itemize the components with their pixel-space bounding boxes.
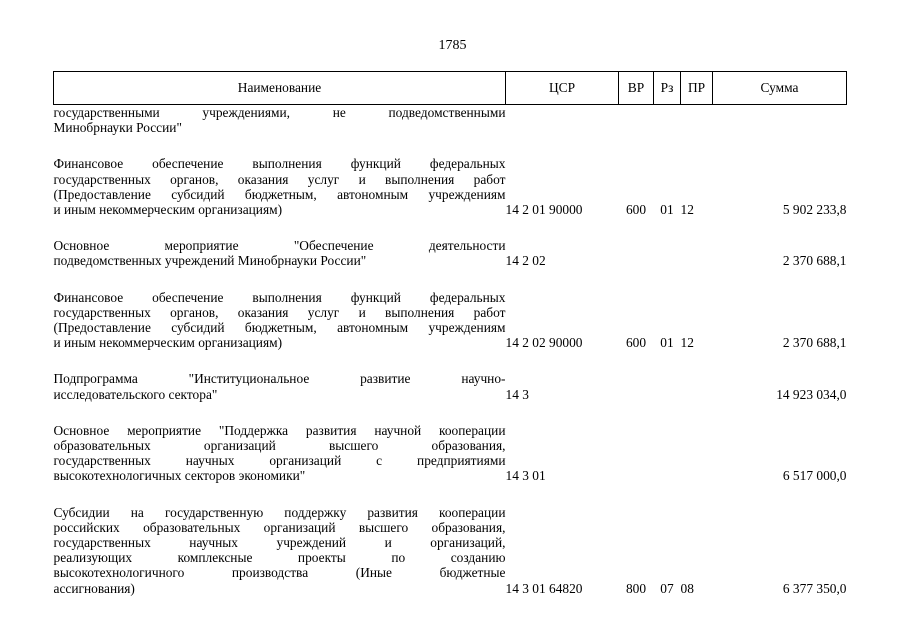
budget-table [53, 71, 847, 596]
row-sum [713, 105, 847, 135]
row-rz [654, 371, 681, 401]
row-pr: 12 [680, 202, 694, 218]
row-sum: 6 377 350,0 [782, 580, 847, 596]
row-spacer-cell [54, 269, 847, 290]
row-name-line: Минобрнауки России" [53, 120, 182, 136]
row-spacer [54, 135, 847, 156]
row-name-line: Субсидии на государственную поддержку развития кооперации [53, 504, 506, 520]
table-row [54, 371, 847, 401]
row-name-line: высокотехнологичных секторов экономики" [53, 468, 306, 484]
row-spacer-cell [54, 135, 847, 156]
row-rz: 01 [660, 202, 674, 218]
row-vr: 800 [625, 580, 647, 596]
header-csr: ЦСР [506, 72, 619, 105]
row-spacer [54, 484, 847, 505]
row-pr [681, 371, 713, 401]
row-sum: 5 902 233,8 [782, 202, 847, 218]
header-rz: Рз [654, 72, 681, 105]
row-spacer-cell [54, 484, 847, 505]
row-name [54, 156, 506, 217]
row-csr [506, 105, 619, 135]
row-name-line: Подпрограмма "Институциональное развитие научно- [53, 371, 506, 387]
row-name-line: государственных органов, оказания услуг и выполнения работ [53, 304, 506, 320]
header-sum: Сумма [713, 72, 847, 105]
row-sum: 6 517 000,0 [782, 468, 847, 484]
row-name-line: и иным некоммерческим организациям) [53, 202, 283, 218]
row-name-line: исследовательского сектора" [53, 386, 218, 402]
row-csr: 14 2 01 90000 [505, 202, 583, 218]
row-csr: 14 3 01 64820 [505, 580, 583, 596]
row-name-line: Финансовое обеспечение выполнения функций федеральных [53, 289, 506, 305]
row-name [54, 505, 506, 596]
row-name-line: государственных научных организаций с предприятиями [53, 453, 506, 469]
row-name-line: государственных научных учреждений и организаций, [53, 535, 506, 551]
row-name [54, 423, 506, 484]
row-name-line: Основное мероприятие "Поддержка развития научной кооперации [53, 422, 506, 438]
row-sum: 14 923 034,0 [776, 386, 847, 402]
row-sum: 2 370 688,1 [782, 253, 847, 269]
row-csr: 14 2 02 90000 [505, 335, 583, 351]
row-rz [654, 238, 681, 268]
header-vr: ВР [619, 72, 654, 105]
row-name [54, 105, 506, 135]
row-vr: 600 [625, 335, 647, 351]
table-row [54, 156, 847, 217]
row-rz: 07 [660, 580, 674, 596]
row-name-line: государственных органов, оказания услуг и выполнения работ [53, 171, 506, 187]
row-spacer [54, 217, 847, 238]
table-row [54, 423, 847, 484]
row-vr [619, 371, 654, 401]
row-spacer-cell [54, 217, 847, 238]
row-sum: 2 370 688,1 [782, 335, 847, 351]
row-spacer-cell [54, 402, 847, 423]
row-name-line: высокотехнологичного производства (Иные бюджетные [53, 565, 506, 581]
row-csr: 14 3 [505, 386, 529, 402]
row-name-line: подведомственных учреждений Минобрнауки России" [53, 253, 367, 269]
row-name-line: Финансовое обеспечение выполнения функций федеральных [53, 156, 506, 172]
table-row [54, 105, 847, 135]
row-pr [681, 423, 713, 484]
row-spacer [54, 402, 847, 423]
row-csr: 14 3 01 [505, 468, 546, 484]
row-name-line: российских образовательных организаций высшего образования, [53, 519, 506, 535]
row-vr [619, 105, 654, 135]
row-spacer-cell [54, 350, 847, 371]
row-vr: 600 [625, 202, 647, 218]
row-vr [619, 238, 654, 268]
row-pr [681, 238, 713, 268]
row-name-line: (Предоставление субсидий бюджетным, автономным учреждениям [53, 320, 506, 336]
row-name [54, 371, 506, 401]
page-number: 1785 [438, 38, 467, 53]
row-name-line: и иным некоммерческим организациям) [53, 335, 283, 351]
header-name: Наименование [54, 72, 506, 105]
table-row [54, 238, 847, 268]
row-rz: 01 [660, 335, 674, 351]
table-header-row [54, 72, 847, 105]
row-rz [654, 423, 681, 484]
row-pr [681, 105, 713, 135]
row-name [54, 238, 506, 268]
row-name-line: ассигнования) [53, 580, 135, 596]
row-name-line: реализующих комплексные проекты по созданию [53, 550, 506, 566]
table-row [54, 290, 847, 351]
row-name-line: Основное мероприятие "Обеспечение деятельности [53, 238, 506, 254]
header-pr: ПР [681, 72, 713, 105]
row-csr: 14 2 02 [505, 253, 546, 269]
row-spacer [54, 269, 847, 290]
row-pr: 08 [680, 580, 694, 596]
row-spacer [54, 350, 847, 371]
table-body [54, 105, 847, 596]
row-pr: 12 [680, 335, 694, 351]
row-name-line: образовательных организаций высшего образования, [53, 438, 506, 454]
row-name-line: (Предоставление субсидий бюджетным, автономным учреждениям [53, 186, 506, 202]
row-vr [619, 423, 654, 484]
row-name [54, 290, 506, 351]
table-row [54, 505, 847, 596]
row-rz [654, 105, 681, 135]
row-name-line: государственными учреждениями, не подведомственными [53, 105, 506, 120]
